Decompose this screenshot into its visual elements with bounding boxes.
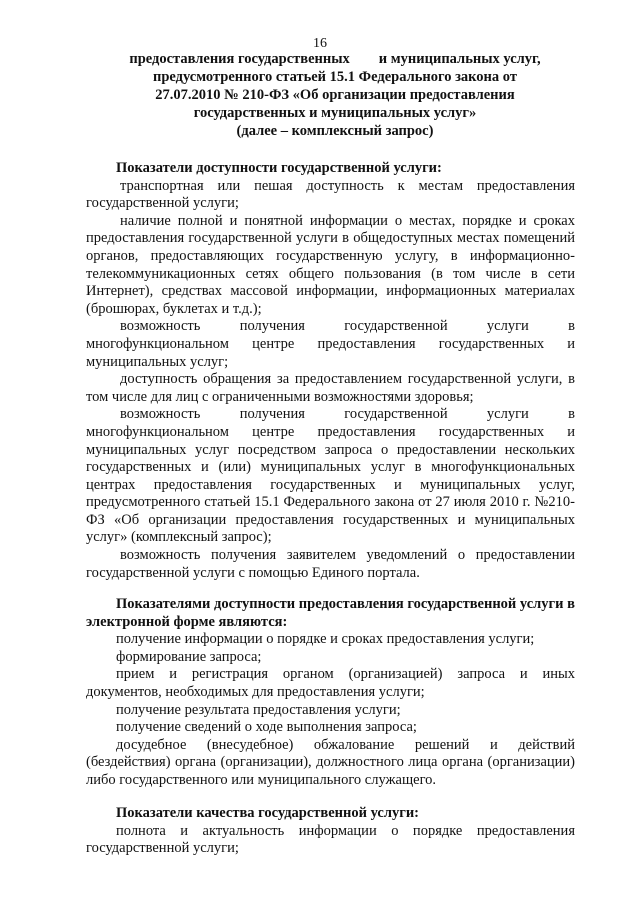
paragraph: прием и регистрация органом (организацией) запроса и иных документов, необходимых для предоставления услуги;: [86, 666, 575, 700]
paragraph: формирование запроса;: [116, 648, 262, 665]
paragraph: транспортная или пешая доступность к местам предоставления государственной услуги;: [86, 177, 575, 212]
paragraph: доступность обращения за предоставлением государственной услуги, в том числе для лиц с ограниченными возможностями здоровья;: [86, 371, 575, 405]
section-heading: Показатели качества государственной услуги:: [116, 805, 420, 821]
title-line: 27.07.2010 № 210-ФЗ «Об организации предоставления: [155, 87, 515, 103]
title-line: государственных и муниципальных услуг»: [193, 105, 477, 121]
paragraph: получение сведений о ходе выполнения запроса;: [116, 719, 417, 736]
section-heading: Показатели доступности государственной услуги:: [116, 160, 442, 176]
paragraph: наличие полной и понятной информации о местах, порядке и сроках предоставления государственной услуги в общедоступных местах помещений органов, предоставляющих государственную услугу, в информационно-телекоммуникационных сетях общего пользования (в том числе в сети Интернет), средствах массовой информации, информационных материалах (брошюрах, буклетах и т.д.);: [86, 212, 575, 317]
page-number: 16: [313, 36, 327, 51]
section-heading: Показателями доступности предоставления государственной услуги в электронной форме являются:: [86, 596, 575, 630]
section-electronic-accessibility: [86, 596, 575, 790]
paragraph: полнота и актуальность информации о порядке предоставления государственной услуги;: [86, 822, 575, 857]
title-line: (далее – комплексный запрос): [236, 123, 434, 139]
paragraph: получение результата предоставления услуги;: [116, 701, 401, 718]
paragraph: получение информации о порядке и сроках предоставления услуги;: [116, 631, 535, 648]
title-line: предоставления государственных и муниципальных услуг,: [129, 51, 541, 67]
section-quality: [86, 805, 575, 858]
paragraph: возможность получения заявителем уведомлений о предоставлении государственной услуги с помощью Единого портала.: [86, 547, 575, 581]
title-line: предусмотренного статьей 15.1 Федерального закона от: [153, 69, 517, 85]
section-accessibility: [86, 160, 575, 582]
paragraph: возможность получения государственной услуги в многофункциональном центре предоставления государственных и муниципальных услуг посредством запроса о предоставлении нескольких государственных и (или) муниципальных услуг в многофункциональных центрах предоставления государственных и муниципальных услуг, предусмотренного статьей 15.1 Федерального закона от 27 июля 2010 г. №210-ФЗ «Об организации предоставления государственных и муниципальных услуг» (комплексный запрос);: [86, 406, 575, 546]
document-title: [80, 50, 590, 140]
paragraph: досудебное (внесудебное) обжалование решений и действий (бездействия) органа (организации), должностного лица органа (организации) либо государственного или муниципального служащего.: [86, 736, 575, 788]
paragraph: возможность получения государственной услуги в многофункциональном центре предоставления государственных и муниципальных услуг;: [86, 318, 575, 370]
